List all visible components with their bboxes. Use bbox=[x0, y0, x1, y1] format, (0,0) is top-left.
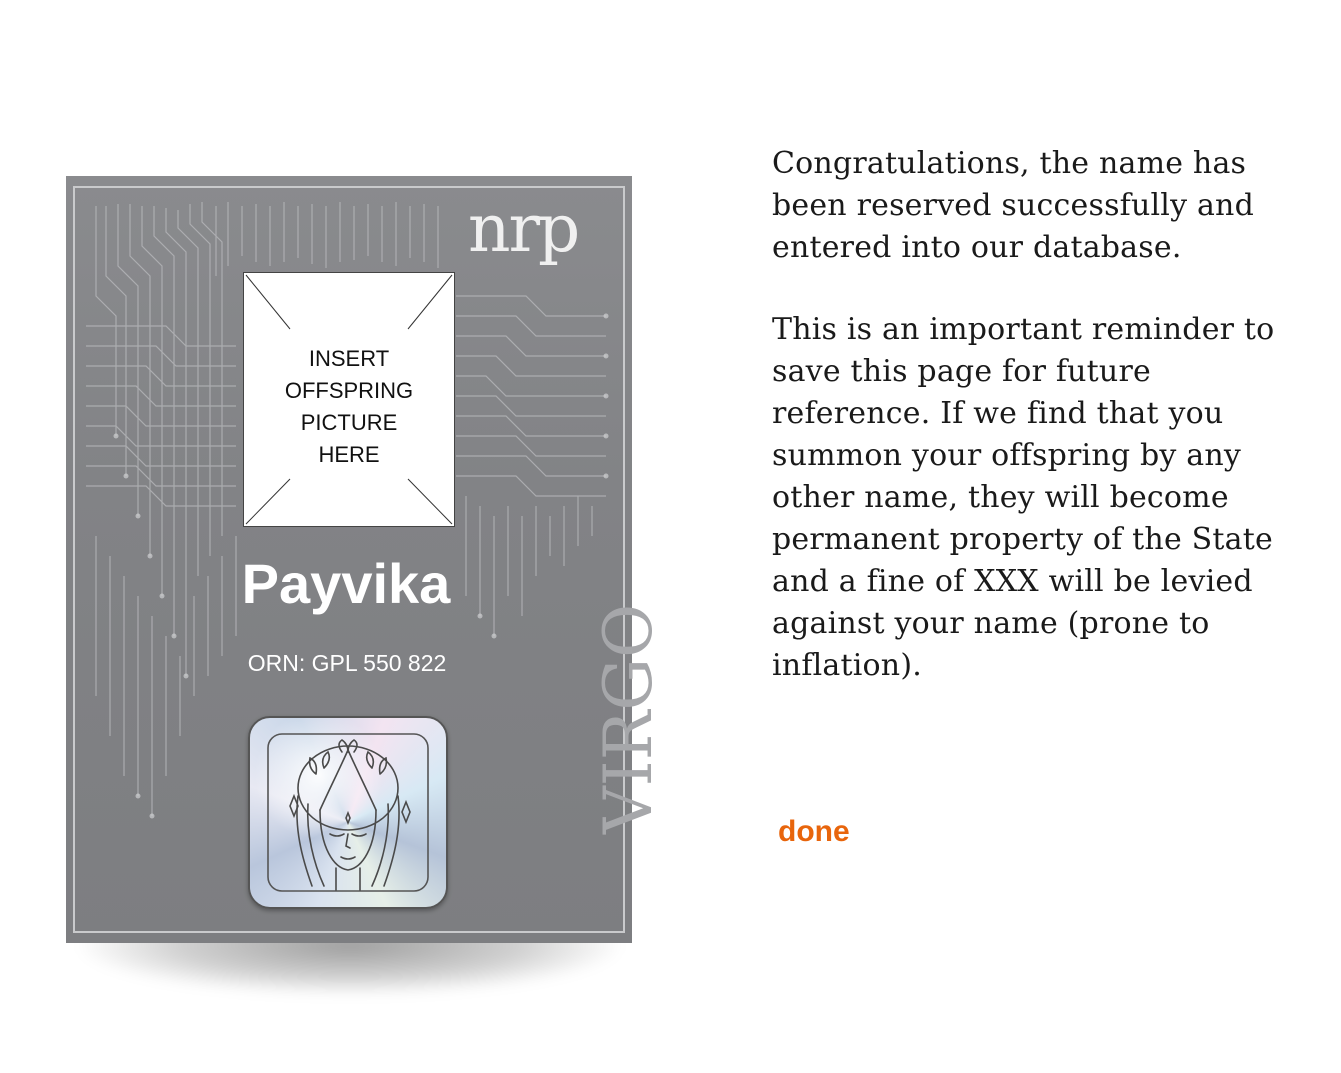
photo-placeholder[interactable] bbox=[243, 272, 455, 527]
id-card bbox=[66, 176, 667, 943]
reminder-paragraph: This is an important reminder to save this page for future reference. If we find that you summon your offspring by any other name, they will become permanent property of the State and a fine of XXX will be levied against your name (prone to inflation). bbox=[772, 312, 1275, 683]
nrp-logo: nrp bbox=[468, 190, 579, 267]
photo-placeholder-text bbox=[244, 343, 454, 471]
orn-number: ORN: GPL 550 822 bbox=[247, 650, 447, 676]
virgo-emblem-icon bbox=[248, 716, 448, 909]
zodiac-label: VIRGO bbox=[590, 603, 667, 834]
photo-text-line: PICTURE bbox=[300, 410, 398, 435]
reserved-name: Payvika bbox=[241, 552, 451, 615]
photo-text-line: INSERT bbox=[308, 346, 390, 371]
photo-text-line: OFFSPRING bbox=[284, 378, 414, 403]
confirmation-message bbox=[772, 143, 1312, 727]
done-button[interactable]: done bbox=[778, 815, 850, 848]
photo-text-line: HERE bbox=[318, 442, 380, 467]
confirmation-paragraph: Congratulations, the name has been reserved successfully and entered into our database. bbox=[772, 146, 1254, 265]
